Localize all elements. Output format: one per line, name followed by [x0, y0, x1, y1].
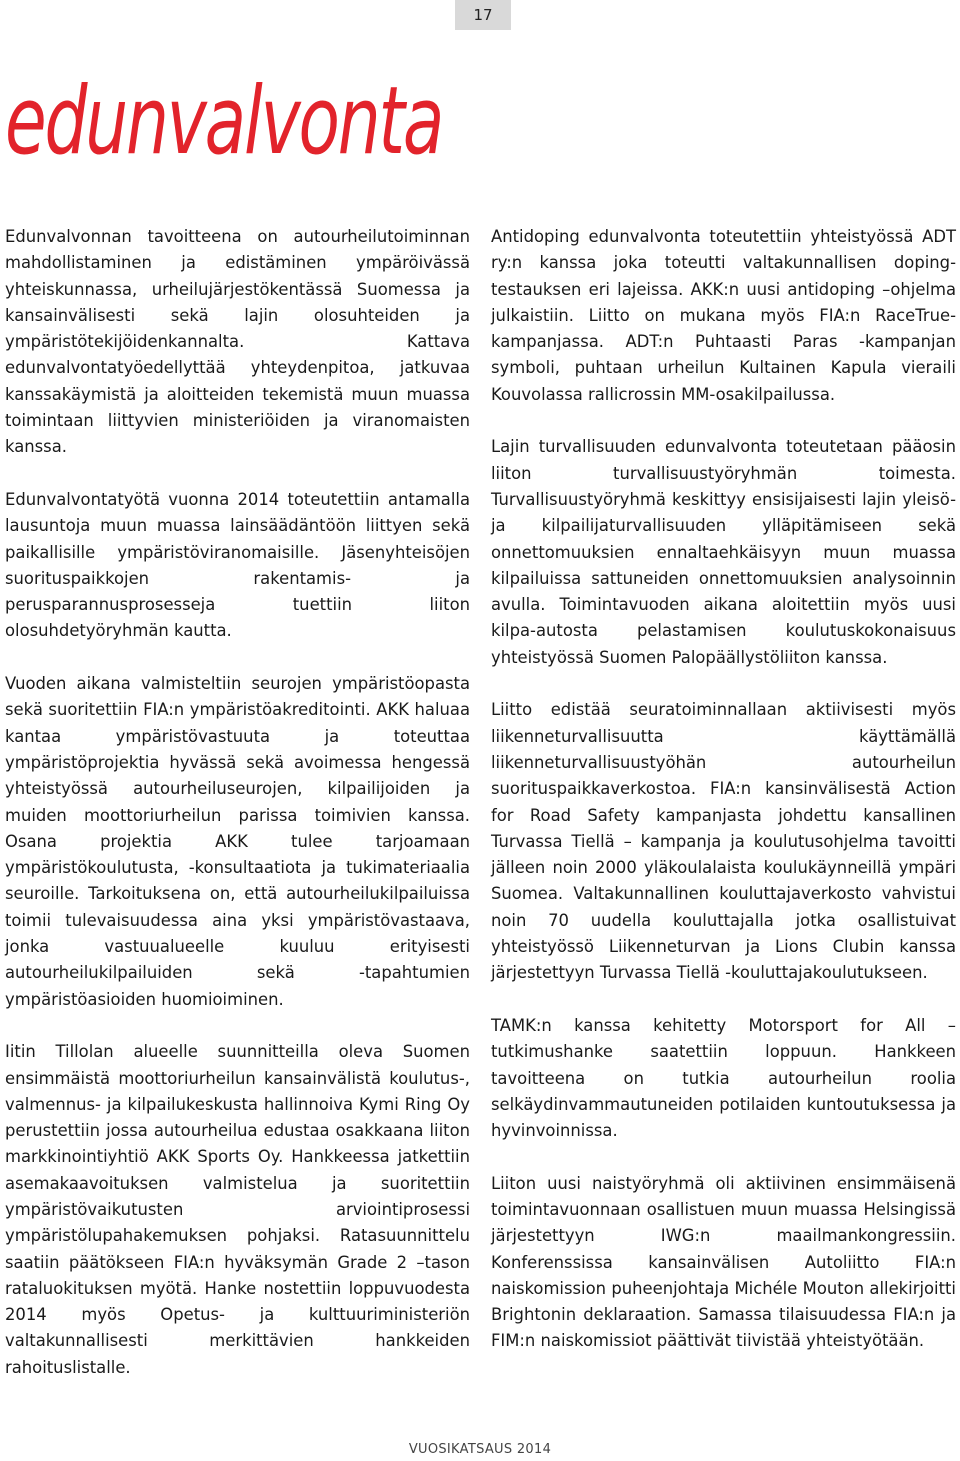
left-paragraph-1: Edunvalvonnan tavoitteena on autourheilutoiminnan mahdollistaminen ja edistäminen ympäröivässä yhteiskunnassa, urheilujärjestökentässä Suomessa ja kansainvälisesti sekä lajin olosuhteiden ja ympäristötekijöidenkannalta. Kattava edunvalvontatyöedellyttää yhteydenpitoa, jatkuvaa kanssakäymistä ja aloitteiden tekemistä muun muassa toimintaan liittyvien ministeriöiden ja viranomaisten kanssa.	[5, 227, 470, 457]
left-paragraph-4: Iitin Tillolan alueelle suunnitteilla oleva Suomen ensimmäistä moottoriurheilun kansainvälistä koulutus-, valmennus- ja kilpailukeskusta hallinnoiva Kymi Ring Oy perustettiin jossa autourheilua edustaa osakkaana liiton markkinointiyhtiö AKK Sports Oy. Hankkeessa jatkettiin asemakaavoituksen valmistelua ja suoritettiin ympäristövaikutusten arviointiprosessi ympäristölupahakemuksen pohjaksi. Ratasuunnittelu saatiin päätökseen FIA:n hyväksymän Grade 2 –tason rataluokituksen myötä. Hanke nostettiin loppuvuodesta 2014 myös Opetus- ja kulttuuriministeriön valtakunnallisesti merkittävien hankkeiden rahoituslistalle.	[5, 1042, 470, 1377]
right-paragraph-4: TAMK:n kanssa kehitetty Motorsport for All – tutkimushanke saatettiin loppuun. Hankkeen tavoitteena on tutkia autourheilun roolia selkäydinvammautuneiden potilaiden kuntoutuksessa ja hyvinvoinnissa.	[491, 1015, 956, 1141]
right-paragraph-3: Liitto edistää seuratoiminnallaan aktiivisesti myös liikenneturvallisuutta käyttämällä liikenneturvallisuustyöhän autourheilun suorituspaikkaverkostoa. FIA:n kansinvälisestä Action for Road Safety kampanjasta johdettu kansallinen Turvassa Tiellä – kampanja ja koulutusohjelma tavoitti jälleen noin 2000 yläkoulalaista koulukäynneillä ympäri Suomea. Valtakunnallinen kouluttajaverkosto vahvistui noin 70 uudella kouluttajalla jotka osallistuivat yhteistyössö Liikenneturvan ja Lions Clubin kanssa järjestettyyn Turvassa Tiellä -kouluttajakoulutukseen.	[491, 700, 956, 983]
page-number: 17	[473, 6, 493, 24]
left-paragraph-3: Vuoden aikana valmisteltiin seurojen ympäristöopasta sekä suoritettiin FIA:n ympäristöakreditointi. AKK haluaa kantaa ympäristövastuuta ja toteuttaa ympäristöprojektia hyvässä sekä avoimessa hengessä yhteistyössä autourheiluseurojen, kilpailijoiden ja muiden moottoriurheilun parissa toimivien kanssa. Osana projektia AKK tulee tarjoamaan ympäristökoulutusta, -konsultaatiota ja tukimateriaalia seuroille. Tarkoituksena on, että autourheilukilpailuissa toimii tulevaisuudessa aina yksi ympäristövastaava, jonka vastuualueelle kuuluu erityisesti autourheilukilpailuiden sekä -tapahtumien ympäristöasioiden huomioiminen.	[5, 674, 470, 1009]
right-text-column	[491, 224, 956, 1355]
page-title: edunvalvonta	[5, 67, 443, 176]
right-paragraph-5: Liiton uusi naistyöryhmä oli aktiivinen ensimmäisenä toimintavuonnaan osallistuen muun muassa Helsingissä järjestettyyn IWG:n maailmankongressiin. Konferenssissa kansainvälisen Autoliitto FIA:n naiskomission puheenjohtaja Michéle Mouton allekirjoitti Brightonin deklaraation. Samassa tilaisuudessa FIA:n ja FIM:n naiskomissiot päättivät tiivistää yhteistyötään.	[491, 1173, 956, 1351]
left-paragraph-2: Edunvalvontatyötä vuonna 2014 toteutettiin antamalla lausuntoja muun muassa lainsäädäntöön liittyen sekä paikallisille ympäristöviranomaisille. Jäsenyhteisöjen suorituspaikkojen rakentamis- ja perusparannusprosesseja tuettiin liiton olosuhdetyöryhmän kautta.	[5, 489, 470, 641]
right-paragraph-1: Antidoping edunvalvonta toteutettiin yhteistyössä ADT ry:n kanssa joka toteutti valtakunnallisen doping-testauksen eri lajeissa. AKK:n uusi antidoping –ohjelma julkaistiin. Liitto on mukana myös FIA:n RaceTrue-kampanjassa. ADT:n Puhtaasti Paras -kampanjan symboli, puhtaan urheilun Kultainen Kapula vieraili Kouvolassa rallicrossin MM-osakilpailussa.	[491, 227, 956, 404]
right-paragraph-2: Lajin turvallisuuden edunvalvonta toteutetaan pääosin liiton turvallisuustyöryhmän toimesta. Turvallisuustyöryhmä keskittyy ensisijaisesti lajin yleisö- ja kilpailijaturvallisuuden ylläpitämiseen sekä onnettomuuksien ennaltaehkäisyyn muun muassa kilpailuissa sattuneiden onnettomuuksien analysoinnin avulla. Toimintavuoden aikana aloitettiin myös uusi kilpa-autosta pelastamisen koulutuskokonaisuus yhteistyössä Suomen Palopäällystöliiton kanssa.	[491, 437, 956, 667]
left-text-column	[5, 224, 470, 1381]
page-number-tab	[455, 0, 511, 30]
page-footer: VUOSIKATSAUS 2014	[408, 1442, 552, 1457]
